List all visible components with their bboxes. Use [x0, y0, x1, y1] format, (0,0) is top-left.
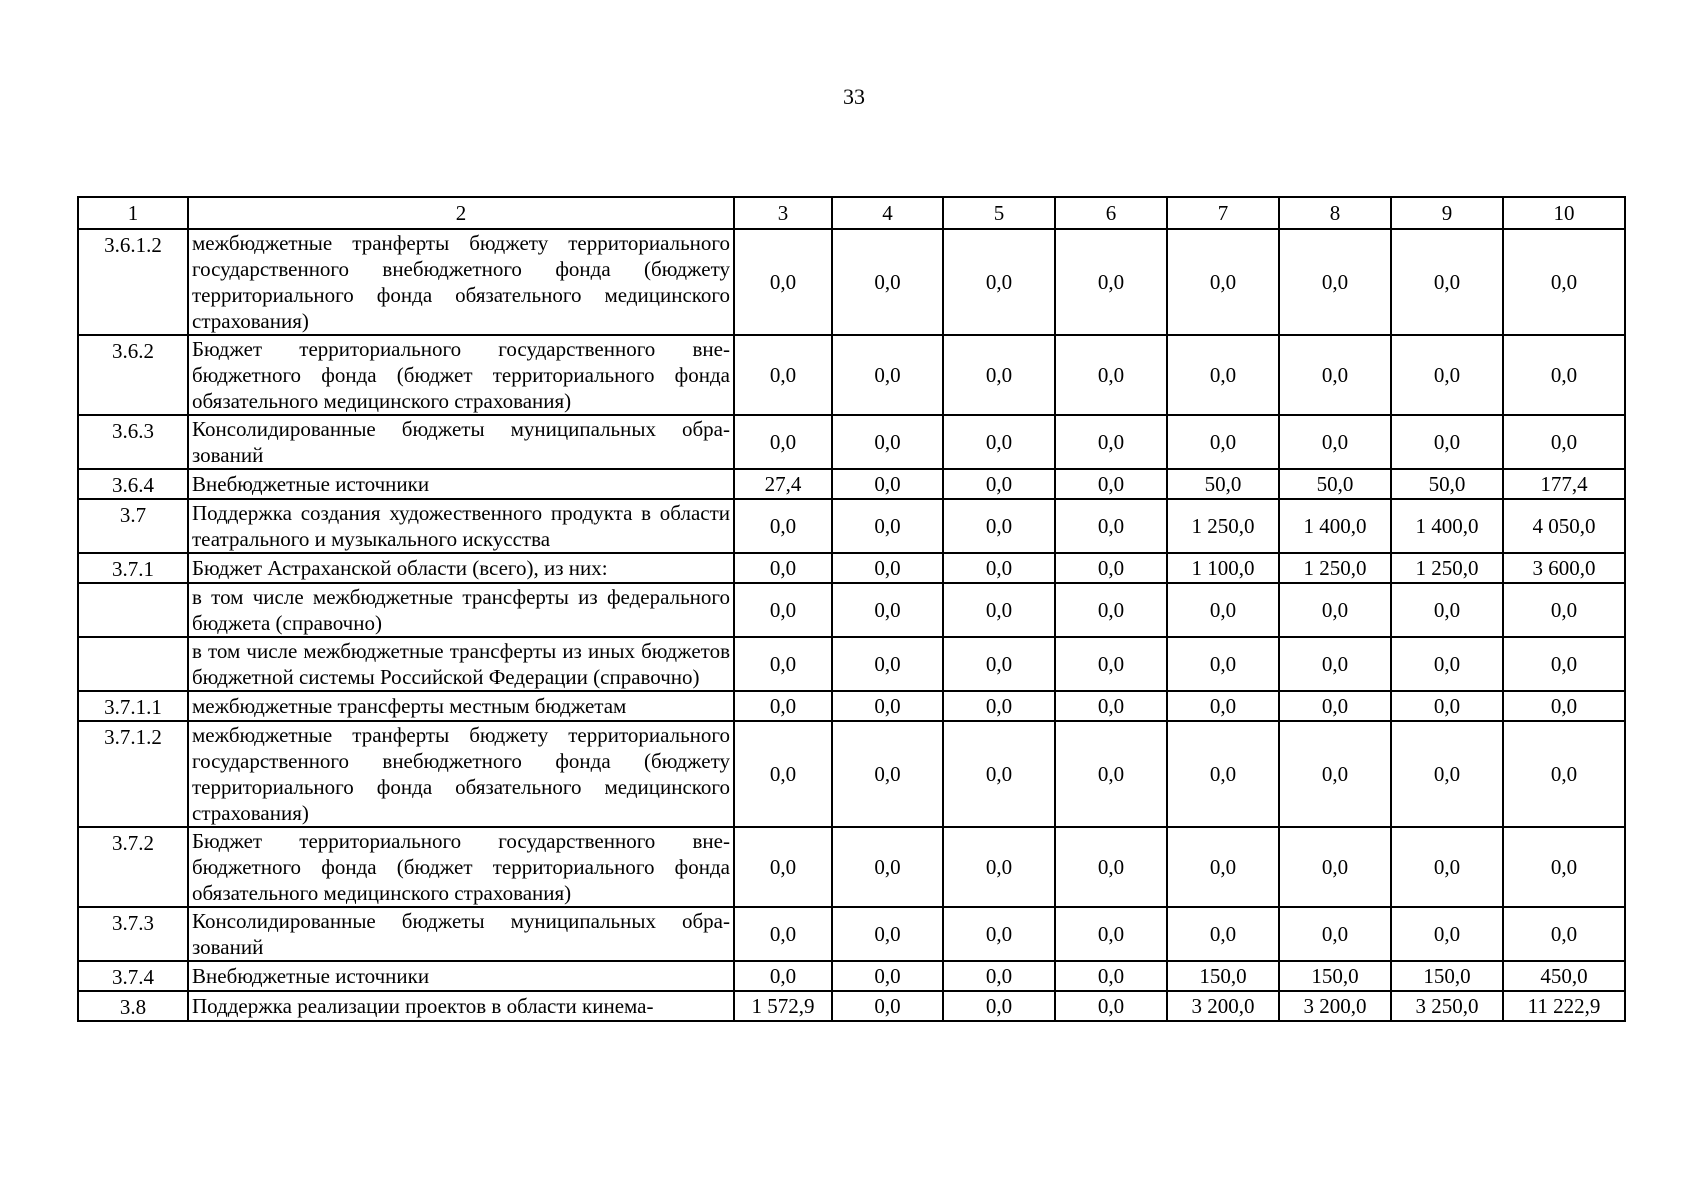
row-code: 3.7.1.2 [78, 721, 188, 827]
row-code [78, 637, 188, 691]
value-cell: 1 250,0 [1391, 553, 1503, 583]
row-description: Бюджет территориального государственного внебюджетного фонда (бюджет территориального фонда обязательного медицинского страхования) [188, 335, 734, 415]
value-cell: 0,0 [1055, 991, 1167, 1021]
value-cell: 3 200,0 [1167, 991, 1279, 1021]
value-cell: 0,0 [1055, 961, 1167, 991]
value-cell: 0,0 [943, 335, 1055, 415]
row-description: Внебюджетные источники [188, 961, 734, 991]
value-cell: 0,0 [1055, 553, 1167, 583]
table-row [78, 991, 1625, 1021]
value-cell: 0,0 [1055, 721, 1167, 827]
value-cell: 0,0 [832, 499, 943, 553]
value-cell: 0,0 [1391, 721, 1503, 827]
row-description: в том числе межбюджетные трансферты из иных бюджетов бюджетной системы Российской Федерации (справочно) [188, 637, 734, 691]
column-header: 8 [1279, 197, 1391, 229]
value-cell: 50,0 [1279, 469, 1391, 499]
value-cell: 0,0 [1503, 229, 1625, 335]
budget-table [77, 196, 1626, 1022]
value-cell: 0,0 [734, 721, 832, 827]
value-cell: 0,0 [1391, 229, 1503, 335]
value-cell: 150,0 [1279, 961, 1391, 991]
value-cell: 0,0 [832, 907, 943, 961]
table-row [78, 637, 1625, 691]
value-cell: 0,0 [943, 229, 1055, 335]
value-cell: 0,0 [734, 691, 832, 721]
value-cell: 0,0 [1503, 827, 1625, 907]
value-cell: 0,0 [1391, 691, 1503, 721]
value-cell: 0,0 [734, 637, 832, 691]
column-header: 2 [188, 197, 734, 229]
value-cell: 0,0 [1279, 691, 1391, 721]
value-cell: 0,0 [943, 721, 1055, 827]
table-row [78, 229, 1625, 335]
value-cell: 3 250,0 [1391, 991, 1503, 1021]
row-code [78, 583, 188, 637]
value-cell: 1 250,0 [1167, 499, 1279, 553]
value-cell: 0,0 [1279, 335, 1391, 415]
value-cell: 0,0 [832, 721, 943, 827]
value-cell: 0,0 [1503, 583, 1625, 637]
value-cell: 0,0 [1391, 637, 1503, 691]
row-description: Поддержка создания художественного продукта в области театрального и музыкального искусства [188, 499, 734, 553]
value-cell: 0,0 [1279, 583, 1391, 637]
value-cell: 0,0 [1167, 721, 1279, 827]
column-header: 6 [1055, 197, 1167, 229]
value-cell: 0,0 [734, 961, 832, 991]
row-code: 3.8 [78, 991, 188, 1021]
value-cell: 0,0 [1391, 583, 1503, 637]
value-cell: 11 222,9 [1503, 991, 1625, 1021]
value-cell: 0,0 [1279, 229, 1391, 335]
column-header: 4 [832, 197, 943, 229]
value-cell: 0,0 [1055, 229, 1167, 335]
value-cell: 1 400,0 [1279, 499, 1391, 553]
row-code: 3.7.1.1 [78, 691, 188, 721]
value-cell: 0,0 [943, 827, 1055, 907]
value-cell: 0,0 [734, 415, 832, 469]
value-cell: 0,0 [734, 499, 832, 553]
value-cell: 0,0 [1279, 907, 1391, 961]
value-cell: 1 572,9 [734, 991, 832, 1021]
row-code: 3.6.2 [78, 335, 188, 415]
table-row [78, 827, 1625, 907]
value-cell: 0,0 [1279, 721, 1391, 827]
value-cell: 0,0 [1055, 637, 1167, 691]
table-row [78, 499, 1625, 553]
value-cell: 0,0 [1055, 827, 1167, 907]
value-cell: 0,0 [1503, 721, 1625, 827]
value-cell: 1 400,0 [1391, 499, 1503, 553]
value-cell: 0,0 [734, 907, 832, 961]
value-cell: 150,0 [1391, 961, 1503, 991]
header-row [78, 197, 1625, 229]
value-cell: 0,0 [832, 229, 943, 335]
row-code: 3.7.1 [78, 553, 188, 583]
table-row [78, 583, 1625, 637]
row-code: 3.6.3 [78, 415, 188, 469]
value-cell: 0,0 [943, 961, 1055, 991]
value-cell: 0,0 [1055, 415, 1167, 469]
value-cell: 0,0 [943, 469, 1055, 499]
column-header: 7 [1167, 197, 1279, 229]
value-cell: 0,0 [1055, 907, 1167, 961]
row-description: Бюджет Астраханской области (всего), из них: [188, 553, 734, 583]
value-cell: 450,0 [1503, 961, 1625, 991]
value-cell: 0,0 [1055, 335, 1167, 415]
value-cell: 0,0 [943, 691, 1055, 721]
row-code: 3.7.3 [78, 907, 188, 961]
value-cell: 4 050,0 [1503, 499, 1625, 553]
value-cell: 0,0 [832, 583, 943, 637]
row-description: Внебюджетные источники [188, 469, 734, 499]
row-description: межбюджетные трансферты местным бюджетам [188, 691, 734, 721]
value-cell: 0,0 [832, 637, 943, 691]
row-code: 3.7 [78, 499, 188, 553]
value-cell: 0,0 [734, 827, 832, 907]
value-cell: 1 100,0 [1167, 553, 1279, 583]
value-cell: 0,0 [1503, 691, 1625, 721]
value-cell: 0,0 [1503, 907, 1625, 961]
value-cell: 0,0 [1503, 415, 1625, 469]
value-cell: 0,0 [832, 415, 943, 469]
value-cell: 0,0 [832, 553, 943, 583]
value-cell: 0,0 [1167, 583, 1279, 637]
value-cell: 0,0 [1167, 229, 1279, 335]
value-cell: 50,0 [1391, 469, 1503, 499]
value-cell: 0,0 [943, 499, 1055, 553]
value-cell: 0,0 [1391, 907, 1503, 961]
value-cell: 0,0 [1055, 583, 1167, 637]
value-cell: 3 600,0 [1503, 553, 1625, 583]
value-cell: 0,0 [1055, 469, 1167, 499]
value-cell: 27,4 [734, 469, 832, 499]
table-row [78, 553, 1625, 583]
value-cell: 0,0 [1391, 827, 1503, 907]
table-row [78, 469, 1625, 499]
column-header: 1 [78, 197, 188, 229]
value-cell: 150,0 [1167, 961, 1279, 991]
row-description: межбюджетные транферты бюджету территориального государственного внебюджетного фонда (бюджету территориального фонда обязательного медицинского страхования) [188, 721, 734, 827]
row-code: 3.6.1.2 [78, 229, 188, 335]
value-cell: 0,0 [1167, 335, 1279, 415]
row-description: Консолидированные бюджеты муниципальных обра-зований [188, 415, 734, 469]
row-code: 3.6.4 [78, 469, 188, 499]
value-cell: 0,0 [943, 637, 1055, 691]
value-cell: 0,0 [832, 961, 943, 991]
value-cell: 0,0 [1503, 637, 1625, 691]
value-cell: 0,0 [1167, 691, 1279, 721]
value-cell: 0,0 [1279, 415, 1391, 469]
table-row [78, 335, 1625, 415]
value-cell: 0,0 [734, 583, 832, 637]
table-row [78, 721, 1625, 827]
row-description: Консолидированные бюджеты муниципальных обра-зований [188, 907, 734, 961]
table-row [78, 907, 1625, 961]
row-description: Поддержка реализации проектов в области кинема- [188, 991, 734, 1021]
value-cell: 0,0 [1167, 907, 1279, 961]
row-description: в том числе межбюджетные трансферты из федерального бюджета (справочно) [188, 583, 734, 637]
value-cell: 0,0 [943, 991, 1055, 1021]
value-cell: 0,0 [832, 827, 943, 907]
row-code: 3.7.4 [78, 961, 188, 991]
value-cell: 50,0 [1167, 469, 1279, 499]
value-cell: 0,0 [943, 907, 1055, 961]
value-cell: 0,0 [832, 469, 943, 499]
column-header: 9 [1391, 197, 1503, 229]
value-cell: 0,0 [1055, 691, 1167, 721]
column-header: 5 [943, 197, 1055, 229]
value-cell: 0,0 [1167, 637, 1279, 691]
value-cell: 0,0 [1279, 637, 1391, 691]
column-header: 3 [734, 197, 832, 229]
value-cell: 0,0 [1167, 827, 1279, 907]
page-number: 33 [843, 84, 865, 109]
value-cell: 0,0 [832, 691, 943, 721]
value-cell: 0,0 [832, 335, 943, 415]
value-cell: 0,0 [1391, 415, 1503, 469]
value-cell: 1 250,0 [1279, 553, 1391, 583]
value-cell: 3 200,0 [1279, 991, 1391, 1021]
value-cell: 0,0 [943, 415, 1055, 469]
row-description: межбюджетные транферты бюджету территориального государственного внебюджетного фонда (бюджету территориального фонда обязательного медицинского страхования) [188, 229, 734, 335]
row-code: 3.7.2 [78, 827, 188, 907]
table-row [78, 691, 1625, 721]
value-cell: 0,0 [943, 553, 1055, 583]
column-header: 10 [1503, 197, 1625, 229]
value-cell: 0,0 [734, 229, 832, 335]
value-cell: 177,4 [1503, 469, 1625, 499]
value-cell: 0,0 [1391, 335, 1503, 415]
value-cell: 0,0 [832, 991, 943, 1021]
value-cell: 0,0 [734, 335, 832, 415]
value-cell: 0,0 [1167, 415, 1279, 469]
value-cell: 0,0 [1279, 827, 1391, 907]
value-cell: 0,0 [943, 583, 1055, 637]
table-row [78, 415, 1625, 469]
value-cell: 0,0 [734, 553, 832, 583]
row-description: Бюджет территориального государственного внебюджетного фонда (бюджет территориального фонда обязательного медицинского страхования) [188, 827, 734, 907]
table-row [78, 961, 1625, 991]
value-cell: 0,0 [1503, 335, 1625, 415]
value-cell: 0,0 [1055, 499, 1167, 553]
